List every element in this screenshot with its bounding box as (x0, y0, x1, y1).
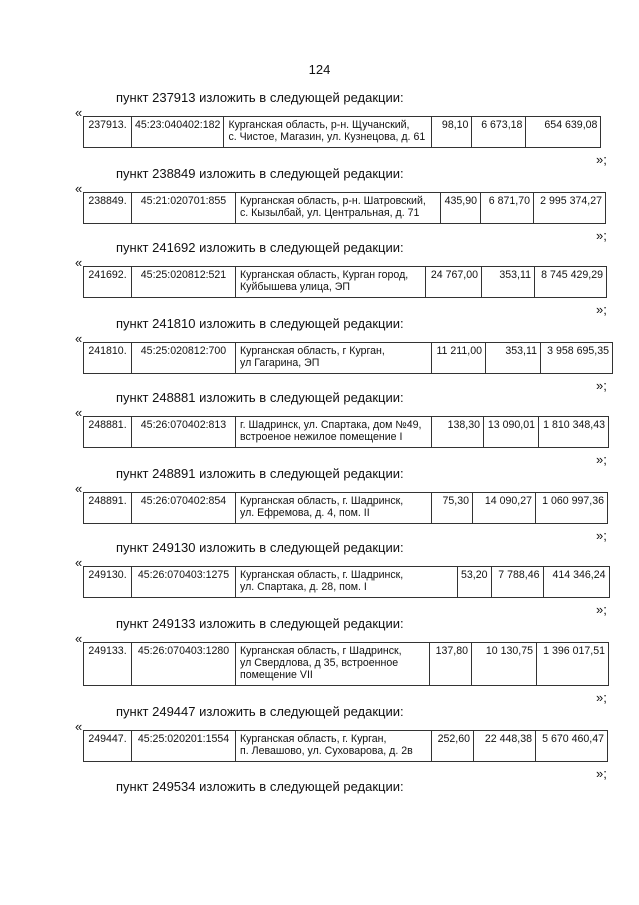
table-row (84, 493, 608, 524)
open-quote: « (75, 555, 83, 570)
area-cell: 435,90 (441, 193, 481, 224)
item-number: 249130. (84, 567, 132, 598)
area-cell: 11 211,00 (432, 343, 486, 374)
amendment-header: пункт 238849 изложить в следующей редакции: (116, 166, 404, 181)
cadastral-number: 45:26:070403:1275 (132, 567, 236, 598)
area-cell: 24 767,00 (426, 267, 482, 298)
cadastral-number: 45:21:020701:855 (132, 193, 236, 224)
amendment-header: пункт 248881 изложить в следующей редакции: (116, 390, 404, 405)
cadastral-number: 45:26:070402:854 (132, 493, 236, 524)
amendment-header: пункт 237913 изложить в следующей редакции: (116, 90, 404, 105)
area-cell: 137,80 (430, 643, 472, 686)
close-quote: »; (596, 452, 607, 467)
address-line: с. Чистое, Магазин, ул. Кузнецова, д. 61 (228, 131, 426, 143)
table-row (84, 193, 606, 224)
address-line: Курганская область, р-н. Щучанский, (228, 119, 410, 131)
amendment-header: пункт 249447 изложить в следующей редакции: (116, 704, 404, 719)
amendment-header: пункт 248891 изложить в следующей редакции: (116, 466, 404, 481)
address-line: встроеное нежилое помещение I (240, 431, 403, 443)
close-quote: »; (596, 766, 607, 781)
open-quote: « (75, 105, 83, 120)
rate-cell: 13 090,01 (484, 417, 539, 448)
address-cell (236, 343, 432, 374)
address-line: Курганская область, г Курган, (240, 345, 385, 357)
address-line: помещение VII (240, 669, 313, 681)
open-quote: « (75, 181, 83, 196)
property-table (83, 116, 601, 148)
close-quote: »; (596, 690, 607, 705)
item-number: 248891. (84, 493, 132, 524)
rate-cell: 6 871,70 (481, 193, 534, 224)
rate-cell: 22 448,38 (474, 731, 536, 762)
rate-cell: 6 673,18 (472, 117, 526, 148)
area-cell: 53,20 (458, 567, 492, 598)
value-cell: 5 670 460,47 (536, 731, 608, 762)
property-table (83, 266, 607, 298)
item-number: 249447. (84, 731, 132, 762)
value-cell: 3 958 695,35 (541, 343, 613, 374)
address-line: Курганская область, г. Шадринск, (240, 569, 404, 581)
address-line: ул Свердлова, д 35, встроенное (240, 657, 399, 669)
open-quote: « (75, 719, 83, 734)
property-table (83, 416, 609, 448)
close-quote: »; (596, 378, 607, 393)
open-quote: « (75, 405, 83, 420)
rate-cell: 14 090,27 (473, 493, 536, 524)
page-number: 124 (308, 62, 331, 77)
cadastral-number: 45:26:070402:813 (132, 417, 236, 448)
open-quote: « (75, 255, 83, 270)
table-row (84, 117, 601, 148)
open-quote: « (75, 631, 83, 646)
area-cell: 252,60 (432, 731, 474, 762)
cadastral-number: 45:25:020812:700 (132, 343, 236, 374)
cadastral-number: 45:25:020812:521 (132, 267, 236, 298)
amendment-header: пункт 241692 изложить в следующей редакции: (116, 240, 404, 255)
rate-cell: 10 130,75 (472, 643, 537, 686)
value-cell: 1 396 017,51 (537, 643, 609, 686)
table-row (84, 343, 613, 374)
property-table (83, 192, 606, 224)
rate-cell: 353,11 (486, 343, 541, 374)
value-cell: 654 639,08 (526, 117, 601, 148)
table-row (84, 417, 609, 448)
property-table (83, 642, 609, 686)
address-cell (236, 567, 458, 598)
close-quote: »; (596, 602, 607, 617)
property-table (83, 730, 608, 762)
property-table (83, 492, 608, 524)
open-quote: « (75, 481, 83, 496)
open-quote: « (75, 331, 83, 346)
table-row (84, 267, 607, 298)
value-cell: 1 060 997,36 (536, 493, 608, 524)
address-line: Курганская область, Курган город, (240, 269, 409, 281)
item-number: 241810. (84, 343, 132, 374)
item-number: 249133. (84, 643, 132, 686)
address-cell (236, 643, 430, 686)
address-line: ул. Ефремова, д. 4, пом. II (240, 507, 370, 519)
address-line: г. Шадринск, ул. Спартака, дом №49, (240, 419, 422, 431)
address-cell (224, 117, 432, 148)
cadastral-number: 45:26:070403:1280 (132, 643, 236, 686)
close-quote: »; (596, 228, 607, 243)
cadastral-number: 45:23:040402:182 (132, 117, 224, 148)
address-line: Курганская область, г Шадринск, (240, 645, 402, 657)
rate-cell: 7 788,46 (491, 567, 543, 598)
address-cell (236, 193, 441, 224)
cadastral-number: 45:25:020201:1554 (132, 731, 236, 762)
address-line: Курганская область, г. Курган, (240, 733, 387, 745)
table-row (84, 643, 609, 686)
close-quote: »; (596, 152, 607, 167)
area-cell: 98,10 (432, 117, 472, 148)
value-cell: 414 346,24 (543, 567, 609, 598)
address-line: с. Кызылбай, ул. Центральная, д. 71 (240, 207, 420, 219)
amendment-header: пункт 249534 изложить в следующей редакции: (116, 779, 404, 794)
item-number: 238849. (84, 193, 132, 224)
property-table (83, 342, 613, 374)
address-line: п. Левашово, ул. Суховарова, д. 2в (240, 745, 413, 757)
table-row (84, 731, 608, 762)
value-cell: 8 745 429,29 (535, 267, 607, 298)
area-cell: 75,30 (432, 493, 473, 524)
amendment-header: пункт 249133 изложить в следующей редакции: (116, 616, 404, 631)
area-cell: 138,30 (432, 417, 484, 448)
item-number: 241692. (84, 267, 132, 298)
address-line: ул. Спартака, д. 28, пом. I (240, 581, 367, 593)
item-number: 248881. (84, 417, 132, 448)
close-quote: »; (596, 302, 607, 317)
value-cell: 1 810 348,43 (539, 417, 609, 448)
address-cell (236, 493, 432, 524)
address-line: Курганская область, г. Шадринск, (240, 495, 404, 507)
amendment-header: пункт 241810 изложить в следующей редакции: (116, 316, 404, 331)
rate-cell: 353,11 (482, 267, 535, 298)
close-quote: »; (596, 528, 607, 543)
property-table (83, 566, 610, 598)
address-cell (236, 731, 432, 762)
address-cell (236, 267, 426, 298)
address-line: Куйбышева улица, ЭП (240, 281, 351, 293)
address-line: ул Гагарина, ЭП (240, 357, 320, 369)
table-row (84, 567, 610, 598)
value-cell: 2 995 374,27 (534, 193, 606, 224)
address-line: Курганская область, р-н. Шатровский, (240, 195, 426, 207)
address-cell (236, 417, 432, 448)
amendment-header: пункт 249130 изложить в следующей редакции: (116, 540, 404, 555)
item-number: 237913. (84, 117, 132, 148)
